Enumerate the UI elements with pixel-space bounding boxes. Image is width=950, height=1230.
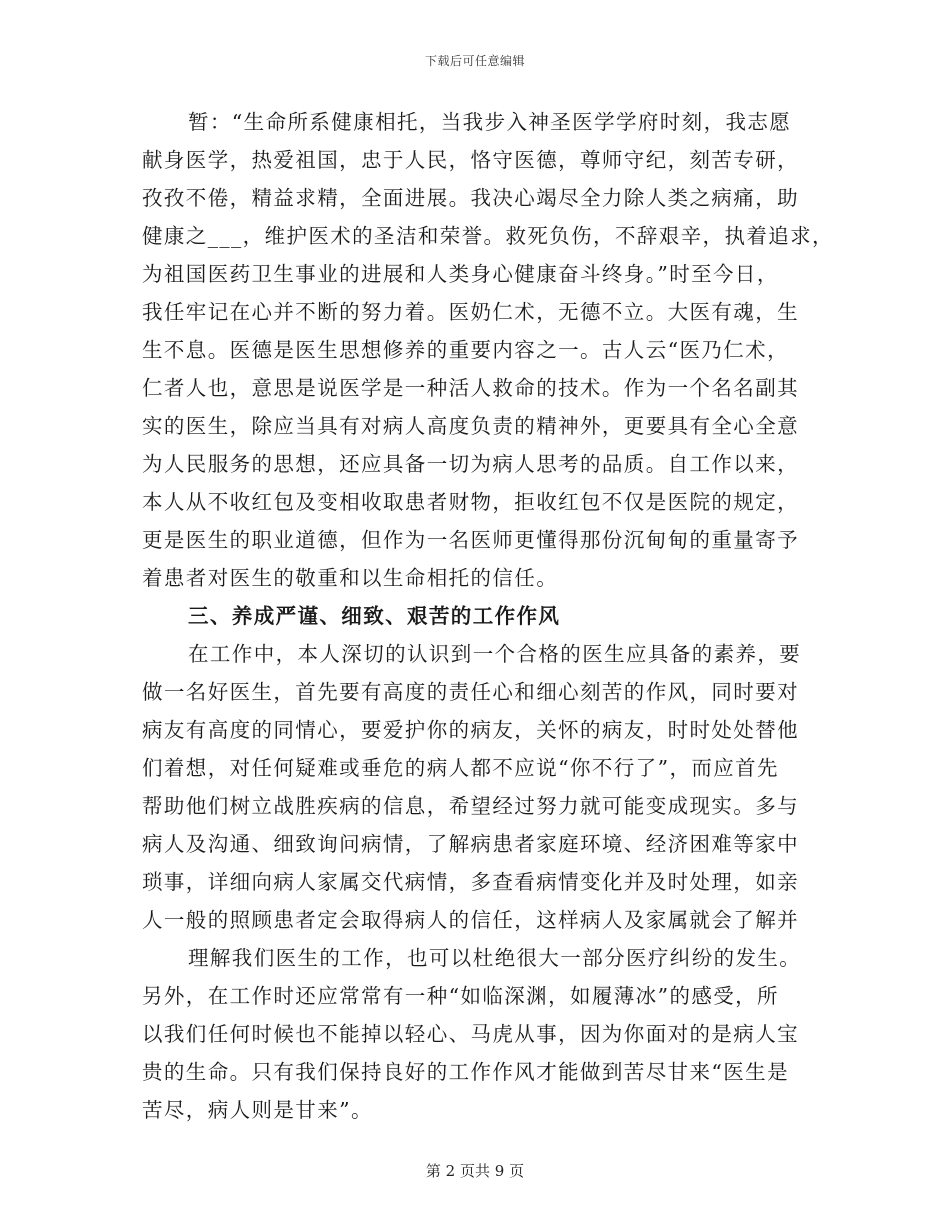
text-line: 孜孜不倦，精益求精，全面进展。我决心竭尽全力除人类之病痛，助 [142,186,799,210]
text-line: 另外，在工作时还应常常有一种“如临深渊，如履薄冰”的感受，所 [142,984,779,1008]
text-line: 献身医学，热爱祖国，忠于人民，恪守医德，尊师守纪，刻苦专研， [142,148,799,172]
text-line: 生不息。医德是医生思想修养的重要内容之一。古人云“医乃仁术， [142,338,789,362]
text-line: 做一名好医生，首先要有高度的责任心和细心刻苦的作风，同时要对 [142,680,799,704]
text-line: 病友有高度的同情心，要爱护你的病友，关怀的病友，时时处处替他 [142,718,799,742]
text-line: 着患者对医生的敬重和以生命相托的信任。 [142,566,559,590]
text-line: 仁者人也，意思是说医学是一种活人救命的技术。作为一个名名副其 [142,376,799,400]
text-line: 人一般的照顾患者定会取得病人的信任，这样病人及家属就会了解并 [142,908,799,932]
text-line: 健康之___，维护医术的圣洁和荣誉。救死负伤，不辞艰辛，执着追求， [142,224,834,248]
text-line: 们着想，对任何疑难或垂危的病人都不应说“你不行了”，而应首先 [142,756,779,780]
text-line: 理解我们医生的工作，也可以杜绝很大一部分医疗纠纷的发生。 [188,946,802,970]
text-line: 琐事，详细向病人家属交代病情，多查看病情变化并及时处理，如亲 [142,870,799,894]
text-line: 帮助他们树立战胜疾病的信息，希望经过努力就可能变成现实。多与 [142,794,799,818]
text-line: 以我们任何时候也不能掉以轻心、马虎从事，因为你面对的是病人宝 [142,1022,799,1046]
text-line: 苦尽，病人则是甘来”。 [142,1098,373,1122]
text-line: 贵的生命。只有我们保持良好的工作作风才能做到苦尽甘来“医生是 [142,1060,789,1084]
text-line: 在工作中，本人深切的认识到一个合格的医生应具备的素养，要 [188,642,802,666]
text-line: 我任牢记在心并不断的努力着。医奶仁术，无德不立。大医有魂，生 [142,300,799,324]
text-line: 病人及沟通、细致询问病情，了解病患者家庭环境、经济困难等家中 [142,832,799,856]
page-footer: 第 2 页共 9 页 [425,1162,525,1180]
text-line: 本人从不收红包及变相收取患者财物，拒收红包不仅是医院的规定， [142,490,799,514]
text-line: 实的医生，除应当具有对病人高度负责的精神外，更要具有全心全意 [142,414,799,438]
text-line: 暂：“生命所系健康相托，当我步入神圣医学学府时刻，我志愿 [188,110,792,134]
text-line: 为祖国医药卫生事业的进展和人类身心健康奋斗终身。”时至今日， [142,262,779,286]
text-line: 更是医生的职业道德，但作为一名医师更懂得那份沉甸甸的重量寄予 [142,528,799,552]
page-header: 下载后可任意编辑 [424,54,525,68]
section-heading: 三、养成严谨、细致、艰苦的工作作风 [188,604,561,628]
text-line: 为人民服务的思想，还应具备一切为病人思考的品质。自工作以来， [142,452,799,476]
